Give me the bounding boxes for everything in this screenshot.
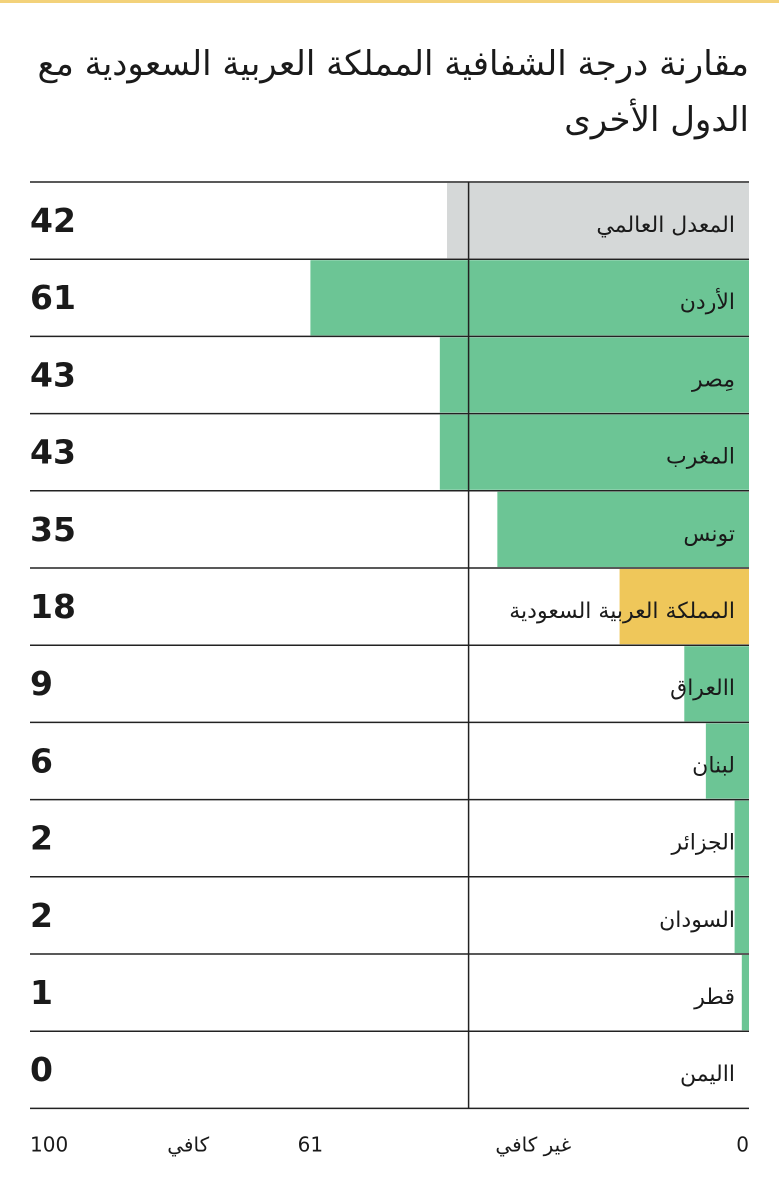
category-label: االيمن [679,1062,735,1088]
value-label: 6 [30,741,53,781]
category-label: المغرب [666,444,735,470]
tick-label: غير كافي [495,1132,572,1157]
value-label: 61 [30,278,76,318]
tick-label: 0 [736,1132,749,1157]
value-label: 9 [30,664,53,704]
value-label: 43 [30,355,76,395]
category-label: المعدل العالمي [596,213,735,238]
category-label: االعراق [670,676,735,702]
value-label: 0 [30,1050,53,1090]
value-label: 2 [30,818,53,858]
bar [742,955,749,1030]
category-label: مِصر [691,367,735,393]
category-label: تونس [683,521,735,547]
value-label: 35 [30,509,76,549]
value-label: 18 [30,587,76,626]
value-label: 42 [30,201,76,240]
category-label: الأردن [679,290,735,316]
tick-label: 100 [30,1132,69,1157]
chart-title: مقارنة درجة الشفافية المملكة العربية السعودية مع الدول الأخرى [37,44,749,140]
value-label: 1 [30,973,53,1012]
category-label: الجزائر [671,830,735,856]
category-label: قطر [694,985,735,1010]
tick-label: 61 [297,1132,324,1157]
category-label: السودان [659,907,735,933]
bar [735,878,749,953]
category-label: لبنان [692,753,735,779]
tick-label: كافي [167,1132,210,1157]
value-label: 43 [30,432,76,472]
category-label: المملكة العربية السعودية [509,599,735,624]
value-label: 2 [30,895,53,935]
bar [735,801,749,876]
